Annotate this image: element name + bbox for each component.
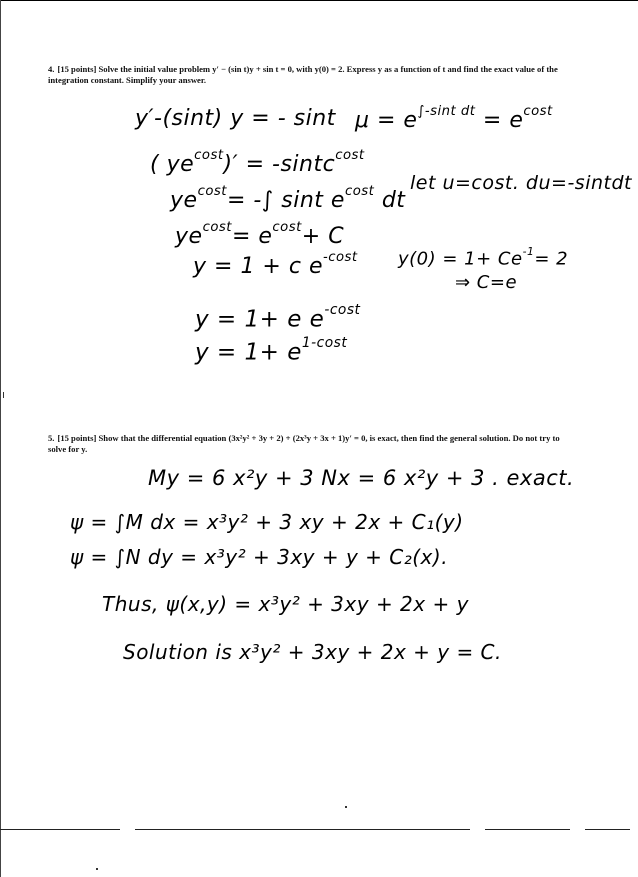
p4-line5: y = 1 + c $e^{-cost}$	[193, 250, 358, 279]
p4-answer: $y = 1+ e^{1-cost}$	[195, 335, 348, 366]
p5-solution: Solution is x³y² + 3xy + 2x + y = C.	[123, 640, 502, 664]
p4-integrating-factor	[355, 104, 553, 133]
scan-line-segment	[485, 829, 570, 830]
scan-line-segment	[0, 829, 120, 830]
p5-exactness-check: My = 6 x²y + 3 Nx = 6 x²y + 3 . exact.	[148, 466, 575, 490]
problem-5-statement	[48, 433, 568, 455]
p4-mu: μ = e	[355, 107, 418, 133]
p4-line3: $ye^{cost}=$ -∫ sint $e^{cost}$ dt	[170, 184, 406, 213]
p4-substitution-note: let u=cost. du=-sintdt	[410, 172, 632, 194]
problem-5-number: 5.	[48, 433, 55, 443]
p4-initial-condition: $y(0) = 1+ Ce^{-1}= 2$	[398, 245, 569, 270]
p4-line1: y′-(sint) y = - sint	[135, 106, 336, 131]
p5-psi-from-n: ψ = ∫N dy = x³y² + 3xy + y + C₂(x).	[70, 545, 449, 569]
p4-line2: ( $ye^{cost})'$ = -sintc$^{cost}$	[150, 148, 365, 177]
problem-4-statement	[48, 64, 568, 86]
scan-line-segment	[135, 829, 470, 830]
p4-mu-eq: = e	[482, 107, 524, 133]
scan-speck	[3, 392, 4, 398]
p4-mu-eq-exp: cost	[523, 104, 553, 119]
p4-constant-value: ⇒ C=e	[455, 272, 518, 293]
p4-mu-exp: ∫-sint dt	[417, 104, 476, 119]
scan-line-segment	[585, 829, 630, 830]
problem-4-text: [15 points] Solve the initial value problem y′ − (sin t)y + sin t = 0, with y(0) = 2. Express y as a function of t and find the exact value of the integration constant. Simplify your answer.	[48, 64, 558, 85]
problem-4-number: 4.	[48, 64, 55, 74]
scan-speck	[96, 868, 98, 870]
p5-psi-result: Thus, ψ(x,y) = x³y² + 3xy + 2x + y	[102, 592, 469, 616]
p5-psi-from-m: ψ = ∫M dx = x³y² + 3 xy + 2x + C₁(y)	[70, 510, 464, 534]
scan-speck	[345, 806, 347, 808]
page-border-top	[0, 0, 638, 1]
page-border-left	[0, 0, 1, 877]
p4-line4: $ye^{cost}= e^{cost}+ C$	[175, 220, 345, 249]
problem-5-text: [15 points] Show that the differential equation (3x²y² + 3y + 2) + (2x³y + 3x + 1)y′ = 0, is exact, then find the general solution. Do not try to solve for y.	[48, 433, 560, 454]
p4-line6: y = 1+ e $e^{-cost}$	[195, 302, 361, 333]
